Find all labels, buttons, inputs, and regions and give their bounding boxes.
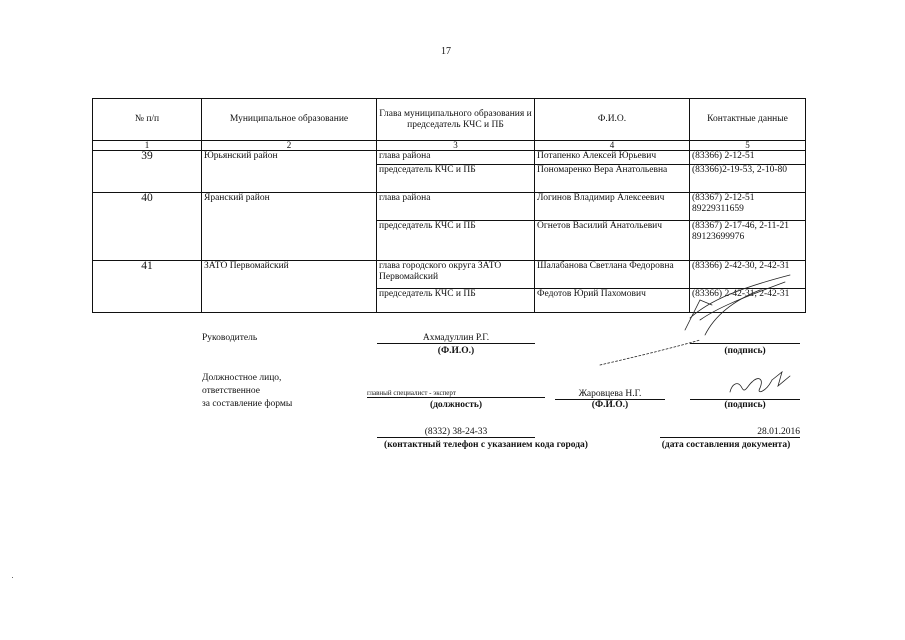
official-signature-caption: (подпись) <box>724 400 766 410</box>
column-number: 2 <box>202 141 377 151</box>
official-label-2: ответственное <box>202 386 260 396</box>
row-number: 40 <box>93 193 202 261</box>
row-municipality: Яранский район <box>202 193 377 261</box>
official-name: Жаровцева Н.Г. <box>555 389 665 400</box>
column-number-row <box>93 141 806 151</box>
column-number: 4 <box>535 141 690 151</box>
row-position: председатель КЧС и ПБ <box>377 289 535 313</box>
row-name: Огнетов Василий Анатольевич <box>535 221 690 261</box>
phone-number: (8332) 38-24-33 <box>377 427 535 438</box>
row-position: председатель КЧС и ПБ <box>377 165 535 193</box>
official-label-1: Должностное лицо, <box>202 373 282 383</box>
row-name: Федотов Юрий Пахомович <box>535 289 690 313</box>
row-position: глава района <box>377 193 535 221</box>
header-number: № п/п <box>93 99 202 141</box>
row-municipality: ЗАТО Первомайский <box>202 261 377 313</box>
table-row <box>93 261 806 289</box>
head-fio-caption: (Ф.И.О.) <box>437 346 475 356</box>
head-name: Ахмадуллин Р.Г. <box>377 333 535 344</box>
table-row <box>93 151 806 165</box>
head-signature-line <box>690 343 800 344</box>
row-name: Пономаренко Вера Анатольевна <box>535 165 690 193</box>
date-caption: (дата составления документа) <box>661 440 791 450</box>
row-name: Потапенко Алексей Юрьевич <box>535 151 690 165</box>
page-number: 17 <box>441 46 451 57</box>
row-contact: (83366) 2-42-30, 2-42-31 <box>690 261 806 289</box>
row-contact: (83366) 2-12-51 <box>690 151 806 165</box>
row-municipality: Юрьянский район <box>202 151 377 193</box>
row-name: Логинов Владимир Алексеевич <box>535 193 690 221</box>
phone-caption: (контактный телефон с указанием кода города) <box>384 440 588 450</box>
header-municipality: Муниципальное образование <box>202 99 377 141</box>
row-number: 41 <box>93 261 202 313</box>
column-number: 5 <box>690 141 806 151</box>
row-contact: (83366)2-19-53, 2-10-80 <box>690 165 806 193</box>
document-date: 28.01.2016 <box>660 427 800 438</box>
table-row <box>93 193 806 221</box>
table-header-row <box>93 99 806 141</box>
head-label: Руководитель <box>202 333 258 343</box>
official-fio-caption: (Ф.И.О.) <box>591 400 629 410</box>
row-position: председатель КЧС и ПБ <box>377 221 535 261</box>
header-name: Ф.И.О. <box>535 99 690 141</box>
row-contact: (83367) 2-12-51 89229311659 <box>690 193 806 221</box>
official-position: главный специалист - эксперт <box>367 389 545 398</box>
row-name: Шалабанова Светлана Федоровна <box>535 261 690 289</box>
official-position-caption: (должность) <box>429 400 483 410</box>
row-position: глава городского округа ЗАТО Первомайский <box>377 261 535 289</box>
column-number: 3 <box>377 141 535 151</box>
row-contact: (83367) 2-17-46, 2-11-21 89123699976 <box>690 221 806 261</box>
official-label-3: за составление формы <box>202 399 293 409</box>
column-number: 1 <box>93 141 202 151</box>
row-contact: (83366) 2-42-31, 2-42-31 <box>690 289 806 313</box>
scan-speck <box>12 577 13 578</box>
header-position: Глава муниципального образования и председатель КЧС и ПБ <box>377 99 535 141</box>
contacts-table <box>92 98 806 313</box>
row-position: глава района <box>377 151 535 165</box>
head-signature-caption: (подпись) <box>724 346 766 356</box>
row-number: 39 <box>93 151 202 193</box>
header-contacts: Контактные данные <box>690 99 806 141</box>
